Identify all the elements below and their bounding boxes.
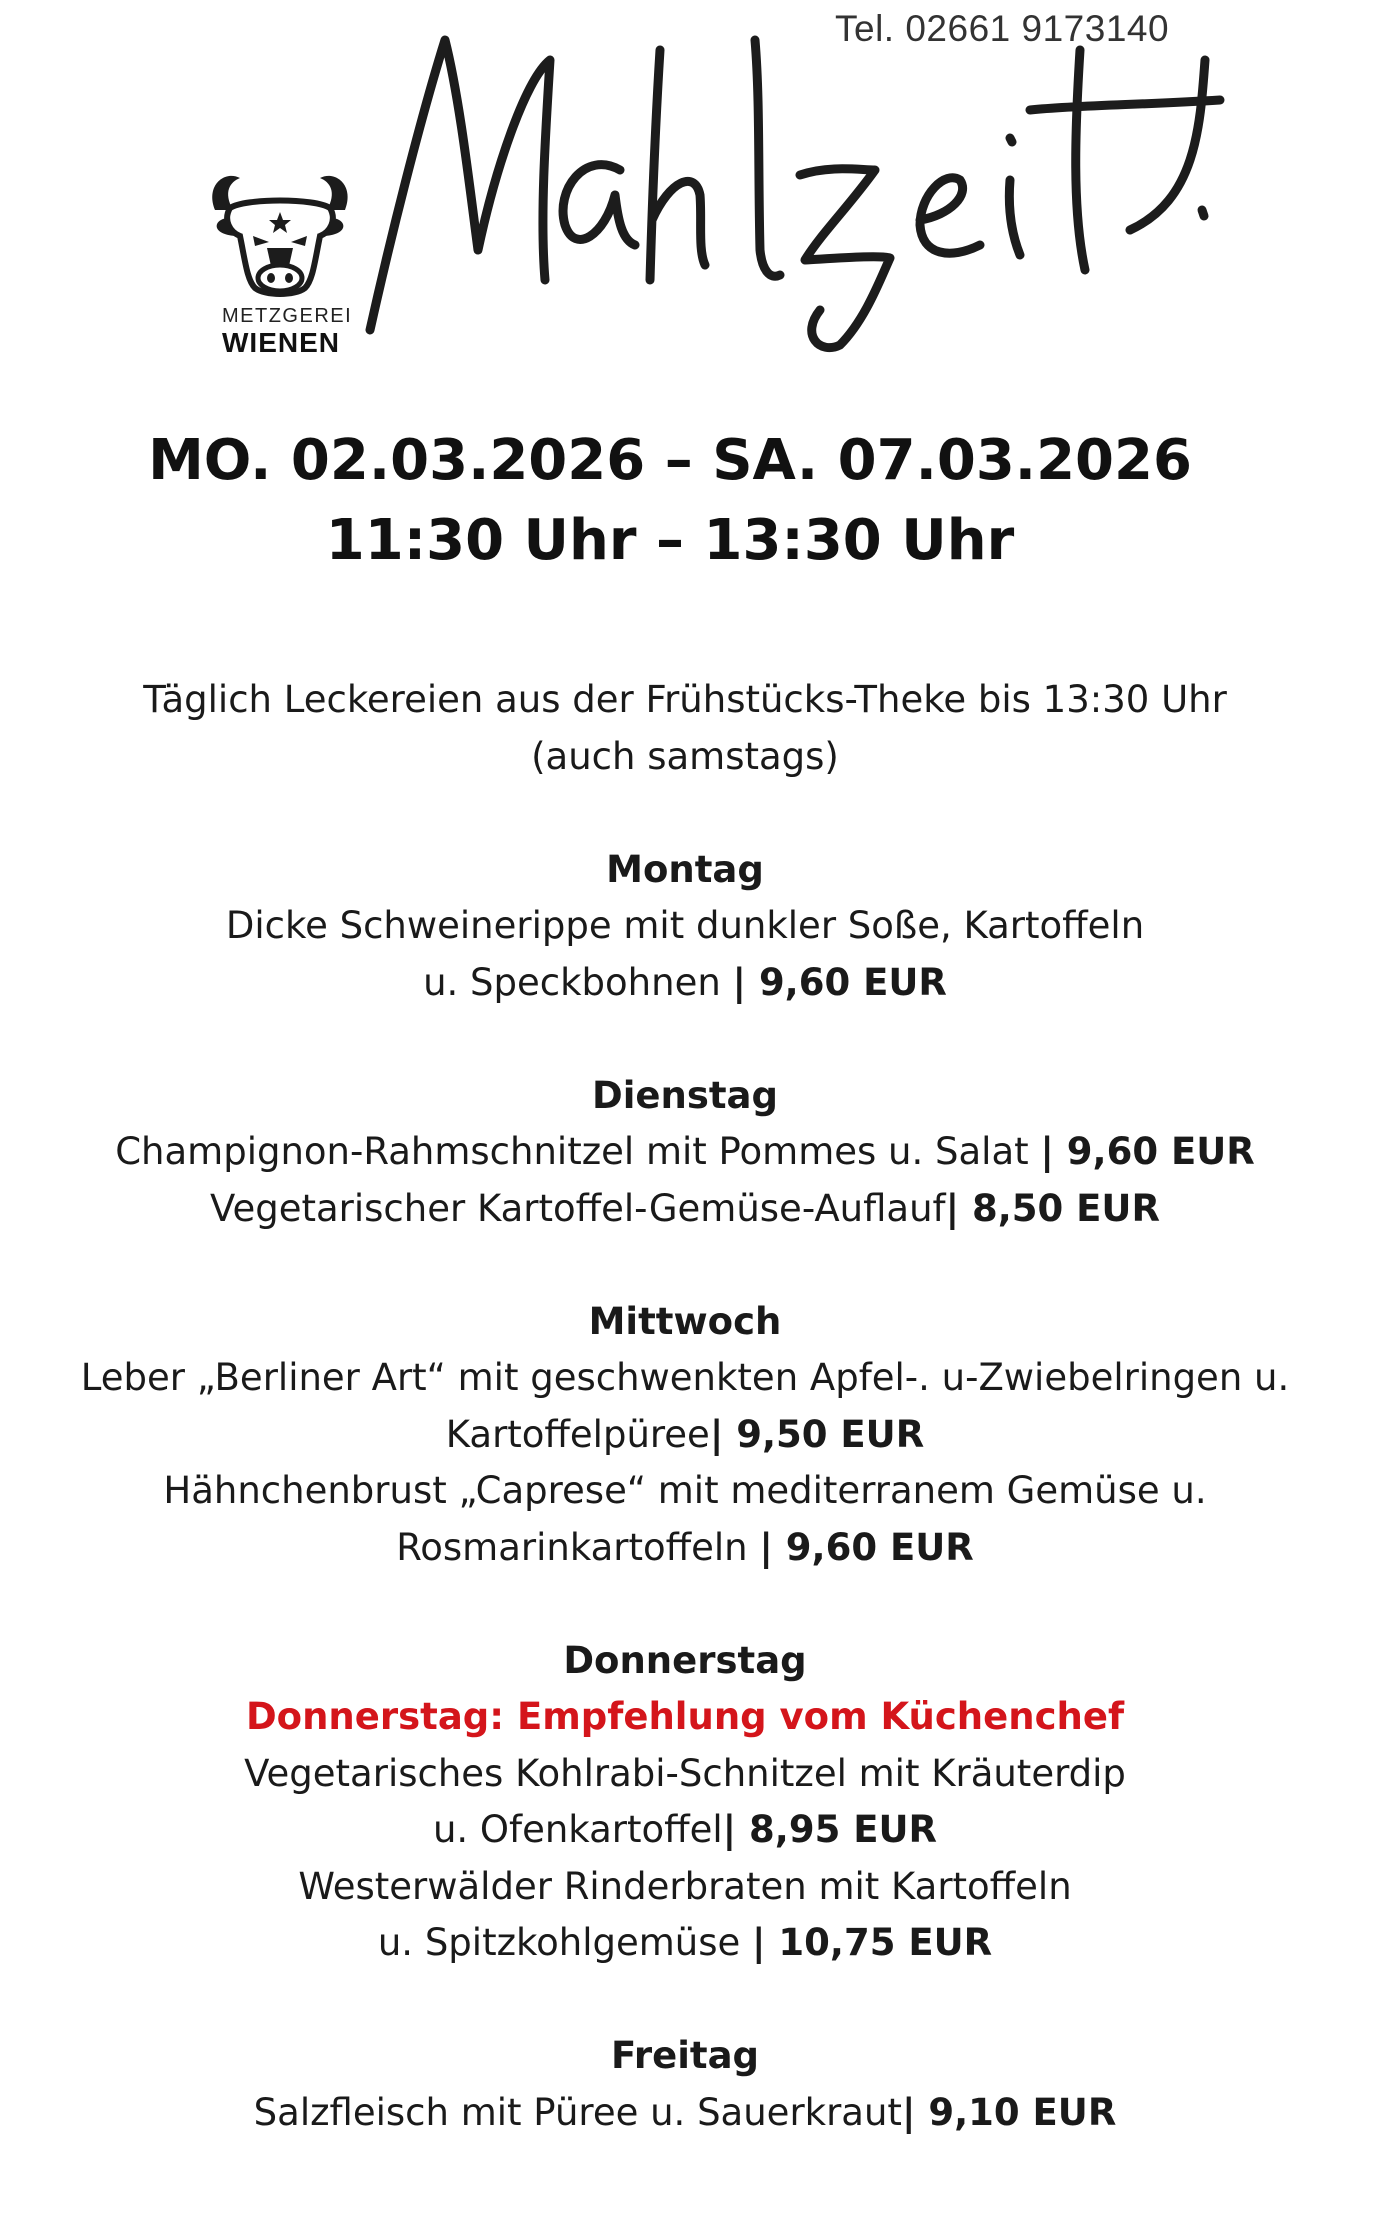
mittwoch-dish-2-price: | 9,60 EUR — [759, 1525, 974, 1569]
freitag-dish-1-price: | 9,10 EUR — [901, 2090, 1117, 2134]
donnerstag-dish-2-text: u. Spitzkohlgemüse — [377, 1921, 753, 1964]
freitag-dish-1 — [0, 2085, 1370, 2142]
freitag-dish-1-text: Salzfleisch mit Püree u. Sauerkraut — [253, 2090, 902, 2134]
montag-dish-line-1: Dicke Schweinerippe mit dunkler Soße, Kartoffeln — [225, 904, 1145, 947]
donnerstag-dish-2-price: | 10,75 EUR — [752, 1921, 993, 1964]
period-dates: MO. 02.03.2026 – SA. 07.03.2026 — [148, 428, 1192, 493]
intro-line-1: Täglich Leckereien aus der Frühstücks-Theke bis 13:30 Uhr — [143, 678, 1227, 721]
donnerstag-dish-2-line-1: Westerwälder Rinderbraten mit Kartoffeln — [298, 1864, 1072, 1908]
day-heading-mittwoch: Mittwoch — [588, 1299, 782, 1343]
mittwoch-dish-1-line-2 — [0, 1407, 1370, 1464]
mittwoch-dish-1-price: | 9,50 EUR — [709, 1412, 925, 1456]
dienstag-dish-2-text: Vegetarischer Kartoffel-Gemüse-Auflauf — [210, 1186, 946, 1230]
period-times: 11:30 Uhr – 13:30 Uhr — [325, 508, 1015, 573]
mittwoch-dish-1-line-1: Leber „Berliner Art“ mit geschwenkten Apfel-. u-Zwiebelringen u. — [80, 1356, 1290, 1399]
montag-dish-line-2 — [0, 955, 1370, 1012]
mahlzeit-script-title — [360, 20, 1240, 360]
day-heading-dienstag: Dienstag — [592, 1073, 778, 1117]
day-heading-freitag: Freitag — [610, 2034, 760, 2077]
montag-price: | 9,60 EUR — [732, 960, 947, 1004]
dienstag-dish-2-price: | 8,50 EUR — [945, 1186, 1160, 1230]
intro-line-2: (auch samstags) — [531, 734, 839, 778]
day-heading-donnerstag: Donnerstag — [563, 1638, 807, 1682]
dienstag-dish-1-text: Champignon-Rahmschnitzel mit Pommes u. Salat — [115, 1130, 1041, 1173]
donnerstag-dish-1-line-2 — [0, 1802, 1370, 1859]
dienstag-dish-1-price: | 9,60 EUR — [1040, 1130, 1255, 1173]
dienstag-dish-1 — [0, 1124, 1370, 1181]
montag-dish-text: u. Speckbohnen — [423, 960, 733, 1004]
donnerstag-dish-1-text: u. Ofenkartoffel — [432, 1808, 723, 1851]
mittwoch-dish-1-text: Kartoffelpüree — [445, 1412, 710, 1456]
donnerstag-dish-1-price: | 8,95 EUR — [722, 1808, 938, 1851]
phone-number: Tel. 02661 9173140 — [835, 8, 1170, 49]
mittwoch-dish-2-text: Rosmarinkartoffeln — [396, 1525, 760, 1569]
day-heading-montag: Montag — [606, 847, 764, 891]
dienstag-dish-2 — [0, 1181, 1370, 1238]
logo-text-metzgerei: METZGEREI — [222, 305, 353, 327]
donnerstag-chef-recommendation: Donnerstag: Empfehlung vom Küchenchef — [245, 1695, 1125, 1738]
menu-content — [0, 672, 1370, 2141]
donnerstag-dish-1-line-1: Vegetarisches Kohlrabi-Schnitzel mit Kräuterdip — [244, 1751, 1126, 1795]
mittwoch-dish-2-line-1: Hähnchenbrust „Caprese“ mit mediterranem Gemüse u. — [163, 1469, 1207, 1512]
logo-text-wienen: WIENEN — [222, 327, 340, 358]
mittwoch-dish-2-line-2 — [0, 1520, 1370, 1577]
donnerstag-dish-2-line-2 — [0, 1915, 1370, 1972]
